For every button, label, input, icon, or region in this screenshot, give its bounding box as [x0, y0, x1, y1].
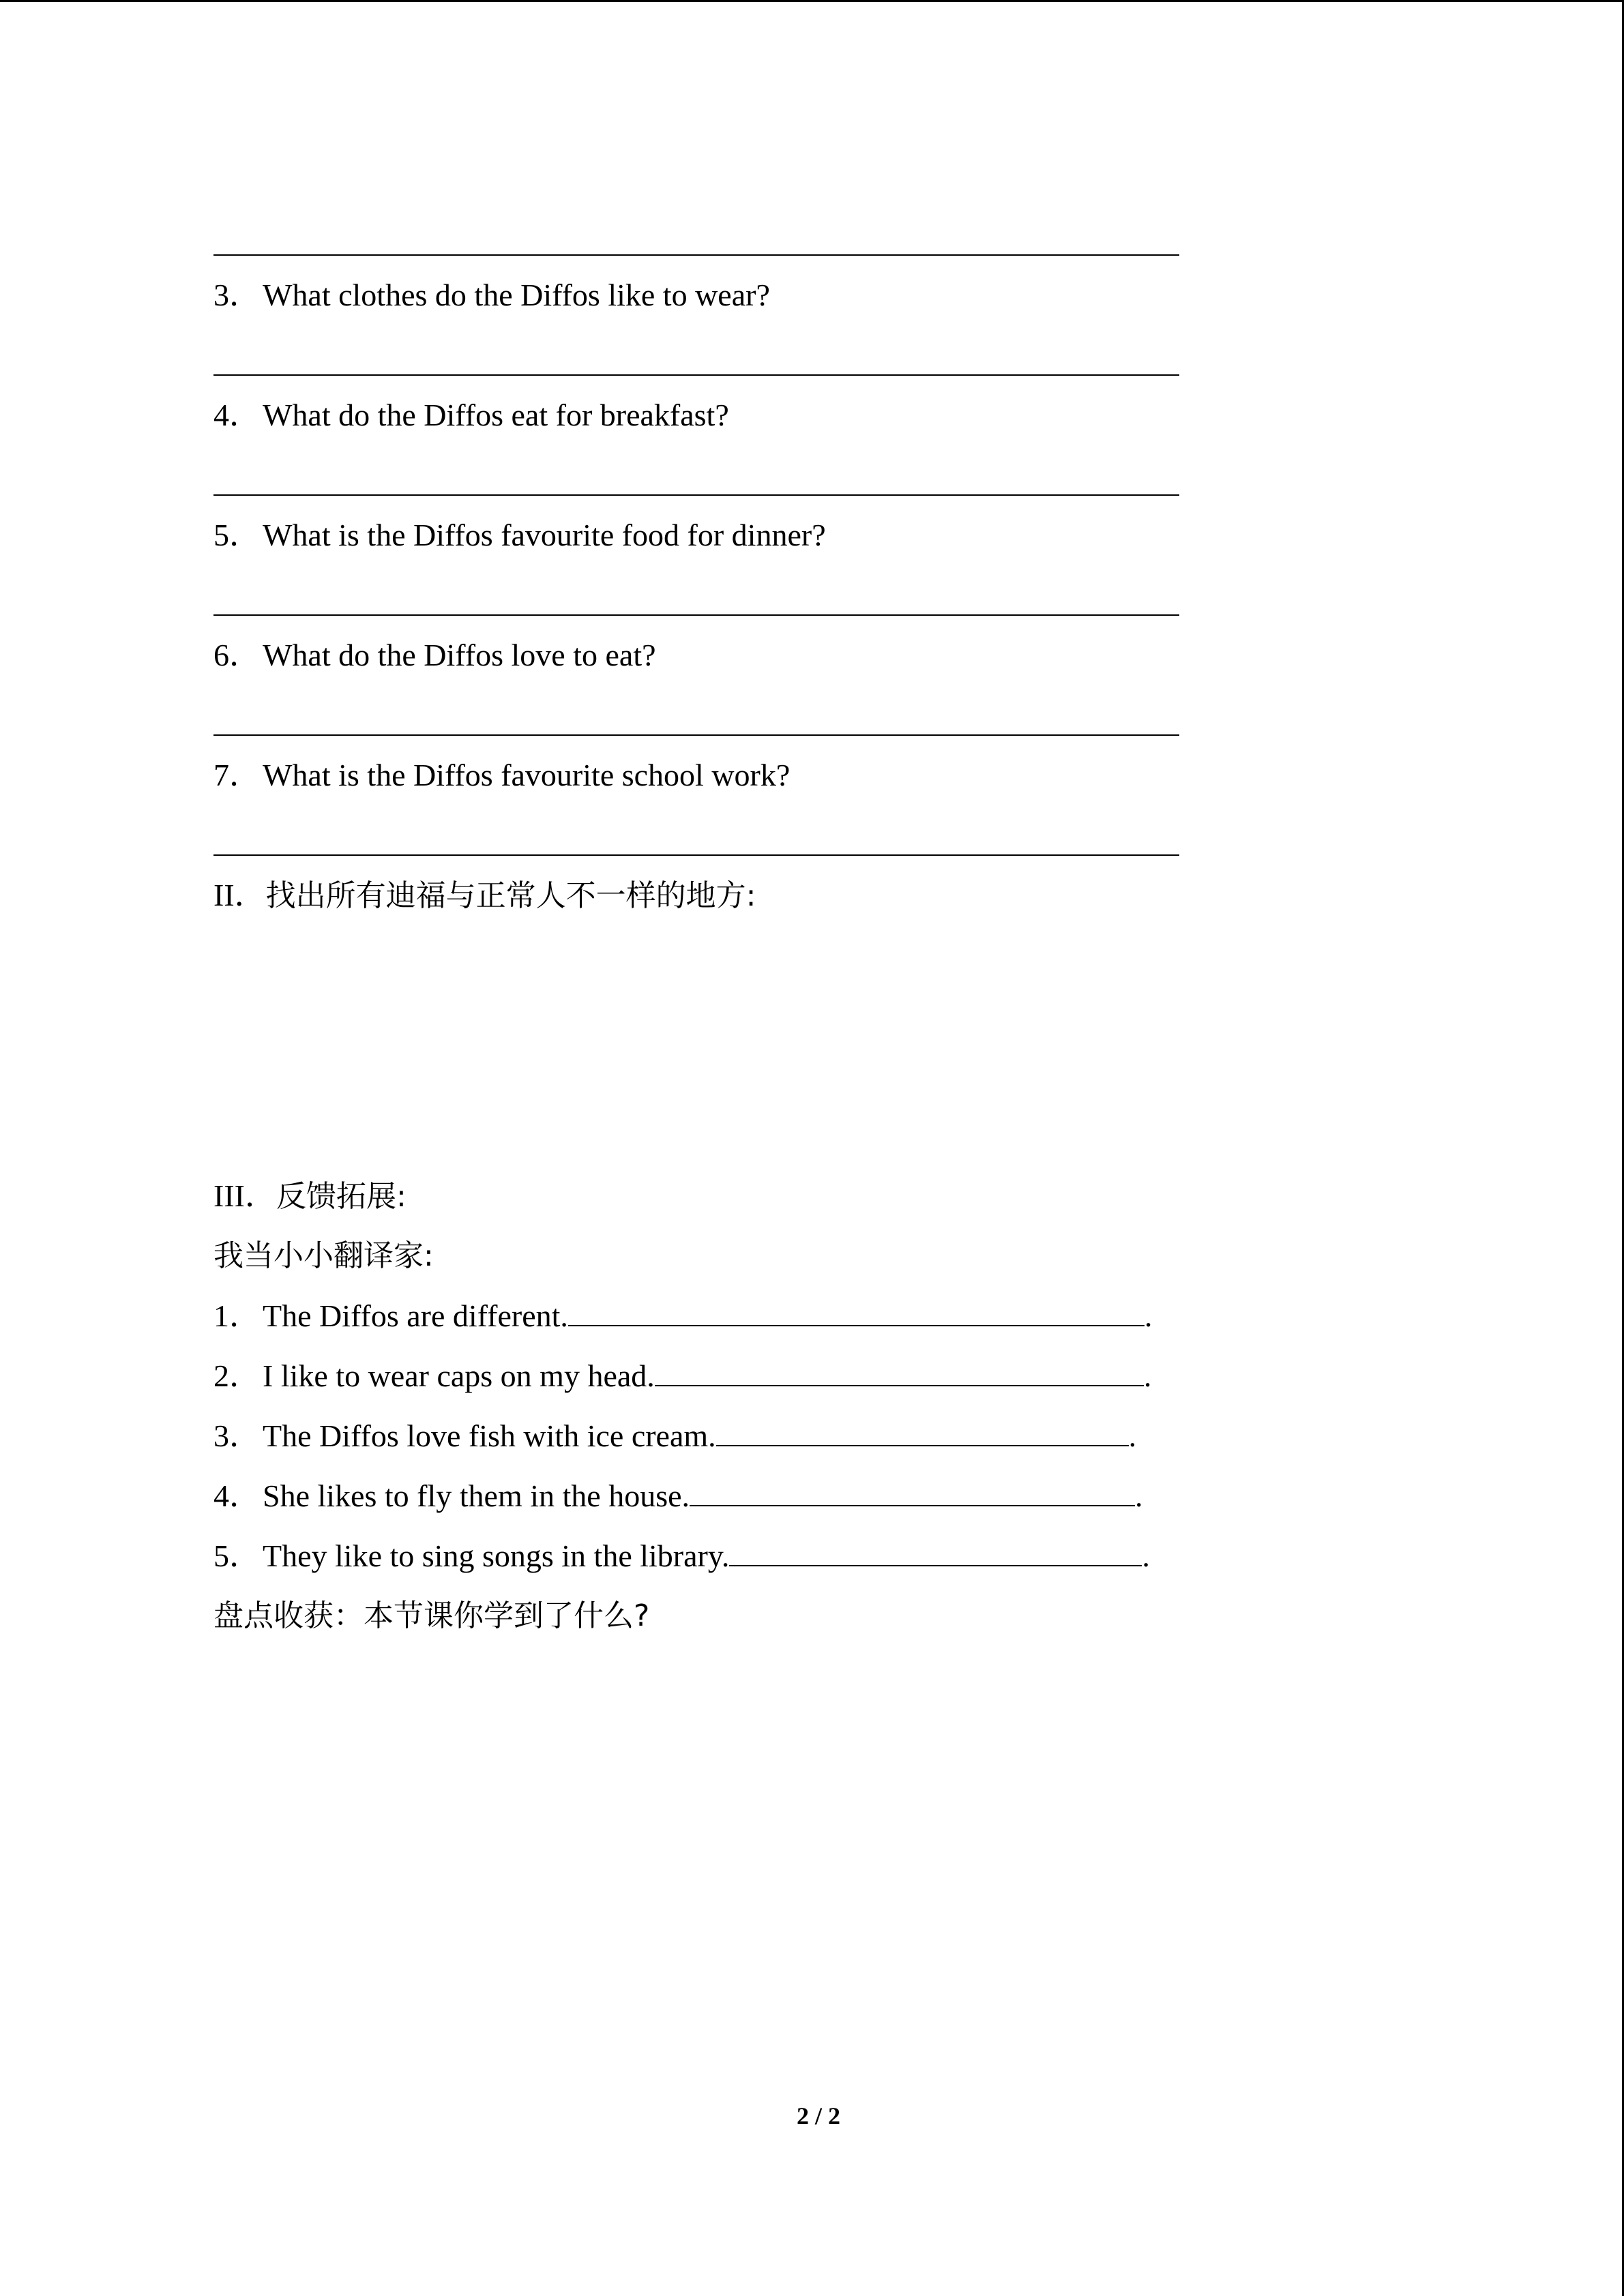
period: . — [1128, 1418, 1137, 1453]
question-number: 6． — [213, 638, 261, 672]
section-3-heading — [213, 1177, 407, 1216]
question-item — [213, 636, 656, 674]
answer-line[interactable] — [213, 254, 1179, 256]
translation-text: The Diffos love fish with ice cream. — [263, 1418, 716, 1453]
translation-number: 4． — [213, 1478, 261, 1513]
translation-item — [213, 1417, 1136, 1455]
translation-blank[interactable] — [690, 1478, 1135, 1506]
question-item — [213, 396, 729, 434]
question-text: What clothes do the Diffos like to wear? — [263, 278, 770, 312]
question-text: What do the Diffos eat for breakfast? — [263, 398, 729, 432]
question-item — [213, 756, 790, 794]
answer-line[interactable] — [213, 734, 1179, 736]
section-3-title: 反馈拓展: — [276, 1179, 407, 1214]
question-text: What is the Diffos favourite school work? — [263, 758, 791, 792]
translation-text: She likes to fly them in the house. — [263, 1478, 690, 1513]
question-number: 4． — [213, 398, 261, 432]
section-3-subtitle: 我当小小翻译家: — [213, 1238, 434, 1273]
translation-text: They like to sing songs in the library. — [263, 1538, 730, 1573]
page-number: 2 / 2 — [796, 2102, 840, 2130]
answer-line[interactable] — [213, 854, 1179, 856]
question-text: What is the Diffos favourite food for dinner? — [263, 518, 826, 552]
translation-blank[interactable] — [655, 1358, 1144, 1386]
period: . — [1144, 1298, 1153, 1333]
section-2-title: 找出所有迪福与正常人不一样的地方: — [265, 878, 756, 913]
question-number: 5． — [213, 518, 261, 552]
answer-line[interactable] — [213, 614, 1179, 616]
period: . — [1135, 1478, 1143, 1513]
translation-text: I like to wear caps on my head. — [263, 1358, 655, 1393]
answer-line[interactable] — [213, 374, 1179, 376]
translation-item — [213, 1357, 1151, 1395]
question-number: 3． — [213, 278, 261, 312]
question-text: What do the Diffos love to eat? — [263, 638, 656, 672]
summary-prompt: 盘点收获：本节课你学到了什么? — [213, 1598, 650, 1633]
translation-number: 5． — [213, 1538, 261, 1573]
question-item — [213, 276, 770, 314]
period: . — [1142, 1538, 1150, 1573]
translation-blank[interactable] — [568, 1298, 1145, 1326]
question-number: 7． — [213, 758, 261, 792]
translation-item — [213, 1477, 1143, 1515]
translation-number: 1． — [213, 1298, 261, 1333]
translation-item — [213, 1297, 1152, 1335]
section-3-label: III． — [213, 1178, 276, 1213]
page-top-border — [0, 0, 1624, 2]
translation-number: 2． — [213, 1358, 261, 1393]
period: . — [1143, 1358, 1152, 1393]
section-2-heading — [213, 876, 756, 915]
question-item — [213, 516, 826, 554]
translation-text: The Diffos are different. — [263, 1298, 568, 1333]
answer-line[interactable] — [213, 494, 1179, 496]
translation-item — [213, 1537, 1150, 1575]
translation-blank[interactable] — [729, 1538, 1142, 1566]
translation-blank[interactable] — [716, 1418, 1129, 1446]
translation-number: 3． — [213, 1418, 261, 1453]
section-2-label: II． — [213, 878, 266, 912]
